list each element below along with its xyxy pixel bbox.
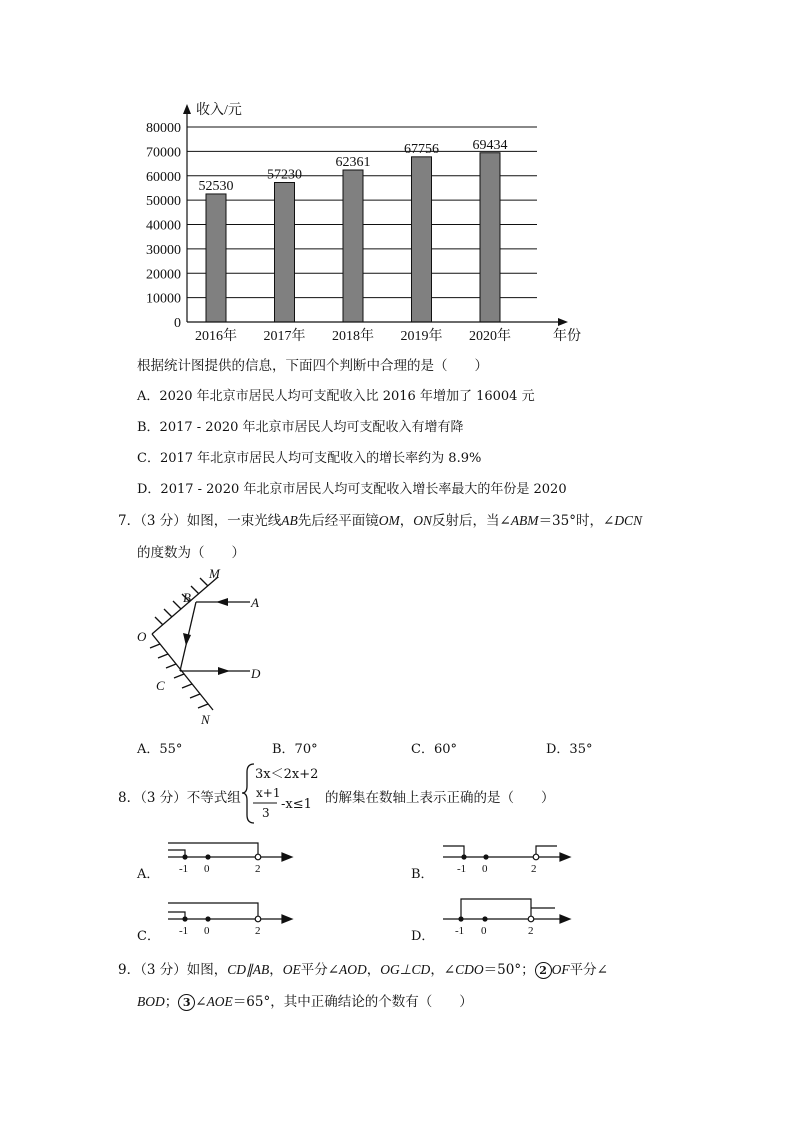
- y-tick-label: 10000: [146, 291, 181, 307]
- dot: [182, 854, 187, 859]
- svg-text:-1: -1: [455, 925, 465, 937]
- q8-inequality-1: 3x＜2x+2: [255, 767, 319, 782]
- q8-option-d[interactable]: D．: [411, 929, 435, 944]
- q6-option-a[interactable]: A．2020 年北京市居民人均可支配收入比 2016 年增加了 16004 元: [137, 389, 535, 404]
- y-tick-label: 20000: [146, 267, 181, 283]
- q8-option-c[interactable]: C．: [137, 929, 160, 944]
- y-tick-label: 60000: [146, 169, 181, 185]
- q8-option-b[interactable]: B．: [411, 867, 434, 882]
- q9-stem-line1: 9．（3 分）如图，CD∥AB，OE平分∠AOD，OG⊥CD，∠CDO＝50°； 2 OF平分∠: [118, 962, 608, 978]
- q8-number-lines: [130, 830, 590, 945]
- label-o: O: [137, 629, 147, 644]
- bar: [206, 194, 226, 322]
- bar-value-label: 67756: [404, 141, 439, 157]
- q8-fraction-numerator: x+1: [256, 786, 281, 800]
- q6-option-d[interactable]: D．2017 - 2020 年北京市居民人均可支配收入增长率最大的年份是 2020: [137, 482, 567, 497]
- bar: [343, 170, 363, 322]
- svg-text:-1: -1: [179, 925, 189, 937]
- bar: [412, 157, 432, 322]
- x-tick-label: 2016年: [195, 329, 237, 344]
- q7-option-d[interactable]: D．35°: [546, 742, 593, 757]
- bar-value-label: 57230: [267, 167, 302, 183]
- x-axis-label: 年份: [553, 329, 581, 344]
- svg-text:2: 2: [531, 863, 537, 875]
- q7-option-c[interactable]: C．60°: [411, 742, 457, 757]
- q8-stem-prefix: 8．（3 分）不等式组: [118, 790, 241, 806]
- q8-fraction-denominator: 3: [262, 806, 270, 820]
- arrow-icon: [218, 667, 230, 675]
- y-tick-label: 50000: [146, 194, 181, 210]
- svg-text:-1: -1: [457, 863, 467, 875]
- svg-text:0: 0: [481, 925, 487, 937]
- q6-stem: 根据统计图提供的信息，下面四个判断中合理的是（ ）: [137, 358, 488, 374]
- svg-text:0: 0: [204, 925, 210, 937]
- label-n: N: [201, 712, 210, 727]
- svg-text:2: 2: [528, 925, 534, 937]
- x-tick-label: 2017年: [263, 329, 306, 344]
- q6-option-b[interactable]: B．2017 - 2020 年北京市居民人均可支配收入有增有降: [137, 420, 464, 435]
- x-axis-arrow-icon: [558, 318, 568, 326]
- q8-stem-suffix: 的解集在数轴上表示正确的是（ ）: [325, 790, 555, 806]
- bar-value-label: 69434: [472, 137, 508, 153]
- arrow-icon: [216, 598, 228, 606]
- y-tick-label: 70000: [146, 145, 181, 161]
- x-tick-label: 2020年: [469, 329, 511, 344]
- svg-text:0: 0: [482, 863, 488, 875]
- q7-option-a[interactable]: A．55°: [137, 742, 183, 757]
- dot: [205, 854, 210, 859]
- bar: [480, 153, 500, 322]
- label-m: M: [209, 566, 220, 581]
- y-tick-label: 40000: [146, 218, 181, 234]
- mirror-on-line: [152, 634, 213, 710]
- arrow-icon: [183, 633, 191, 646]
- label-b: B: [183, 590, 191, 605]
- label-d: D: [251, 666, 261, 681]
- svg-text:2: 2: [255, 863, 261, 875]
- q9-stem-line2: BOD； 3 ∠AOE＝65°，其中正确结论的个数有（ ）: [137, 994, 473, 1010]
- bar: [275, 183, 295, 322]
- q7-option-b[interactable]: B．70°: [272, 742, 318, 757]
- svg-text:0: 0: [204, 863, 210, 875]
- income-bar-chart: [0, 95, 794, 355]
- q7-stem-line1: 7．（3 分）如图，一束光线AB先后经平面镜OM，ON反射后，当∠ABM＝35°时，∠DCN: [118, 513, 643, 529]
- label-a: A: [251, 595, 259, 610]
- label-c: C: [156, 678, 165, 693]
- svg-text:-1: -1: [179, 863, 189, 875]
- q8-option-a[interactable]: A．: [137, 867, 160, 882]
- x-tick-label: 2019年: [400, 329, 443, 344]
- y-tick-label: 80000: [146, 121, 181, 136]
- q7-mirror-figure: [130, 560, 280, 730]
- q6-option-c[interactable]: C．2017 年北京市居民人均可支配收入的增长率约为 8.9%: [137, 451, 482, 466]
- bar-value-label: 62361: [335, 154, 371, 170]
- q8-inequality-2-tail: -x≤1: [281, 797, 312, 812]
- y-tick-label: 0: [174, 316, 181, 331]
- y-axis-arrow-icon: [183, 104, 191, 114]
- y-tick-label: 30000: [146, 242, 181, 258]
- q7-stem-line2: 的度数为（ ）: [137, 545, 245, 561]
- svg-text:2: 2: [255, 925, 261, 937]
- open-dot: [255, 854, 261, 860]
- y-axis-label: 收入/元: [196, 103, 242, 118]
- x-tick-label: 2018年: [332, 329, 374, 344]
- bar-value-label: 52530: [198, 178, 234, 194]
